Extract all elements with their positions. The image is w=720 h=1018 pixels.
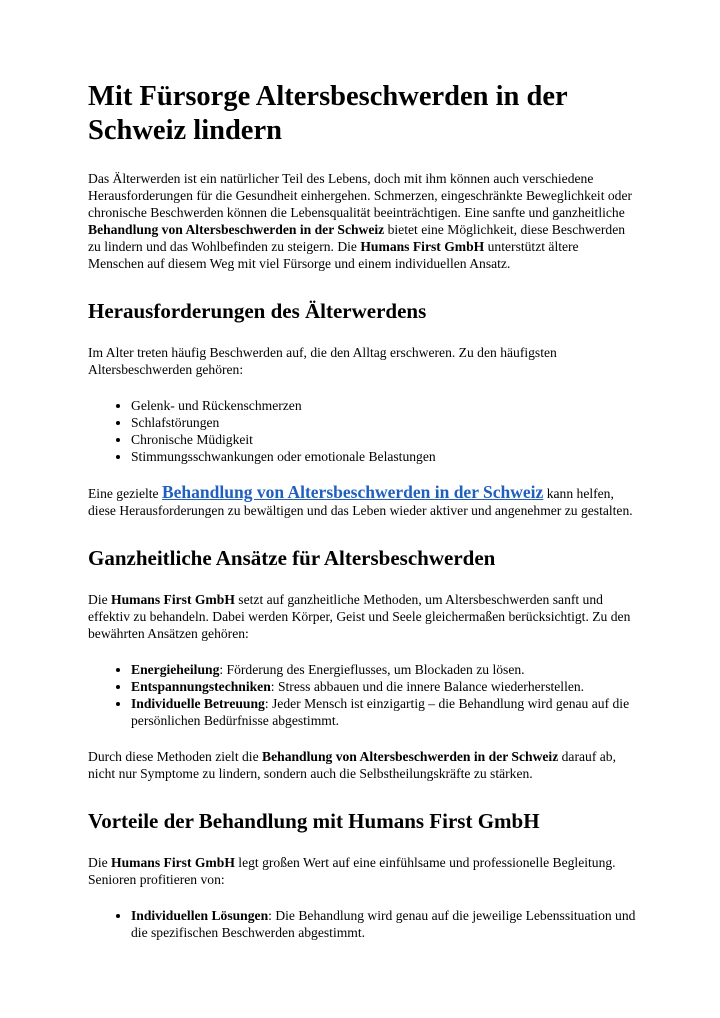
approaches-text-post: setzt auf ganzheitliche Methoden, um Altersbeschwerden sanft und effektiv zu behandeln. Dabei werden Körper, Geist und Seele gleichermaßen berücksichtigt. Zu den bewährten Ansätzen gehören: xyxy=(88,592,631,641)
list-item-text: : Jeder Mensch ist einzigartig – die Behandlung wird genau auf die persönlichen Bedürfnisse abgestimmt. xyxy=(131,696,630,728)
treatment-link[interactable]: Behandlung von Altersbeschwerden in der Schweiz xyxy=(161,482,544,502)
approaches-text-pre: Die xyxy=(88,592,112,607)
list-item-text: : Die Behandlung wird genau auf die jeweilige Lebenssituation und die spezifischen Beschwerden abgestimmt. xyxy=(131,908,636,940)
list-item: • Stimmungsschwankungen oder emotionale Belastungen xyxy=(131,448,636,465)
approaches-paragraph xyxy=(88,591,636,642)
list-item-bold: Individuellen Lösungen xyxy=(131,908,269,923)
approaches-after-paragraph xyxy=(88,748,636,782)
approaches-bold: Humans First GmbH xyxy=(111,592,235,607)
list-item xyxy=(131,678,636,695)
challenges-paragraph: Im Alter treten häufig Beschwerden auf, die den Alltag erschweren. Zu den häufigsten Altersbeschwerden gehören: xyxy=(88,345,557,377)
after-text-pre: Eine gezielte xyxy=(88,486,162,501)
approaches-after-pre: Durch diese Methoden zielt die xyxy=(88,749,263,764)
benefits-text-post: legt großen Wert auf eine einfühlsame und professionelle Begleitung. Senioren profitieren von: xyxy=(88,855,616,887)
list-item-bold: Entspannungstechniken xyxy=(131,679,271,694)
list-item xyxy=(131,907,636,941)
approaches-after-bold: Behandlung von Altersbeschwerden in der Schweiz xyxy=(262,749,559,764)
intro-text-1: Das Älterwerden ist ein natürlicher Teil des Lebens, doch mit ihm können auch verschiedene Herausforderungen für die Gesundheit einhergehen. Schmerzen, eingeschränkte Beweglichkeit oder chronische Beschwerden können die Lebensqualität beeinträchtigen. Eine sanfte und ganzheitliche xyxy=(88,171,633,220)
page-title: Mit Fürsorge Altersbeschwerden in der Schweiz lindern xyxy=(88,81,568,146)
approaches-after-post: darauf ab, nicht nur Symptome zu lindern, sondern auch die Selbstheilungskräfte zu stärken. xyxy=(88,749,616,781)
list-item-text: : Förderung des Energieflusses, um Blockaden zu lösen. xyxy=(219,662,525,677)
list-item-bold: Individuelle Betreuung xyxy=(131,696,265,711)
approaches-list xyxy=(88,661,636,729)
list-item-bold: Energieheilung xyxy=(131,662,220,677)
list-item: • Schlafstörungen xyxy=(131,414,636,431)
intro-bold-2: Humans First GmbH xyxy=(360,239,485,254)
list-item: • Gelenk- und Rückenschmerzen xyxy=(131,397,636,414)
section-heading-challenges: Herausforderungen des Älterwerdens xyxy=(88,299,427,323)
list-item xyxy=(131,695,636,729)
intro-bold-1: Behandlung von Altersbeschwerden in der Schweiz xyxy=(88,222,385,237)
list-item-text: : Stress abbauen und die innere Balance wiederherstellen. xyxy=(270,679,585,694)
section-heading-approaches: Ganzheitliche Ansätze für Altersbeschwerden xyxy=(88,546,496,570)
section-heading-benefits: Vorteile der Behandlung mit Humans First GmbH xyxy=(88,809,540,833)
intro-text-3: unterstützt ältere Menschen auf diesem Weg mit viel Fürsorge und einem individuellen Ansatz. xyxy=(88,239,579,271)
list-item: • Chronische Müdigkeit xyxy=(131,431,636,448)
benefits-text-pre: Die xyxy=(88,855,112,870)
list-item xyxy=(131,661,636,678)
benefits-bold: Humans First GmbH xyxy=(111,855,235,870)
document-page xyxy=(88,80,636,960)
benefits-list xyxy=(88,907,636,941)
intro-paragraph xyxy=(88,170,636,272)
after-text-post: kann helfen, diese Herausforderungen zu bewältigen und das Leben wieder aktiver und angenehmer zu gestalten. xyxy=(88,486,633,518)
intro-text-2: bietet eine Möglichkeit, diese Beschwerden zu lindern und das Wohlbefinden zu steigern. Die xyxy=(88,222,626,254)
challenges-list xyxy=(88,397,636,465)
benefits-paragraph xyxy=(88,854,636,888)
challenges-after-paragraph xyxy=(88,484,636,519)
